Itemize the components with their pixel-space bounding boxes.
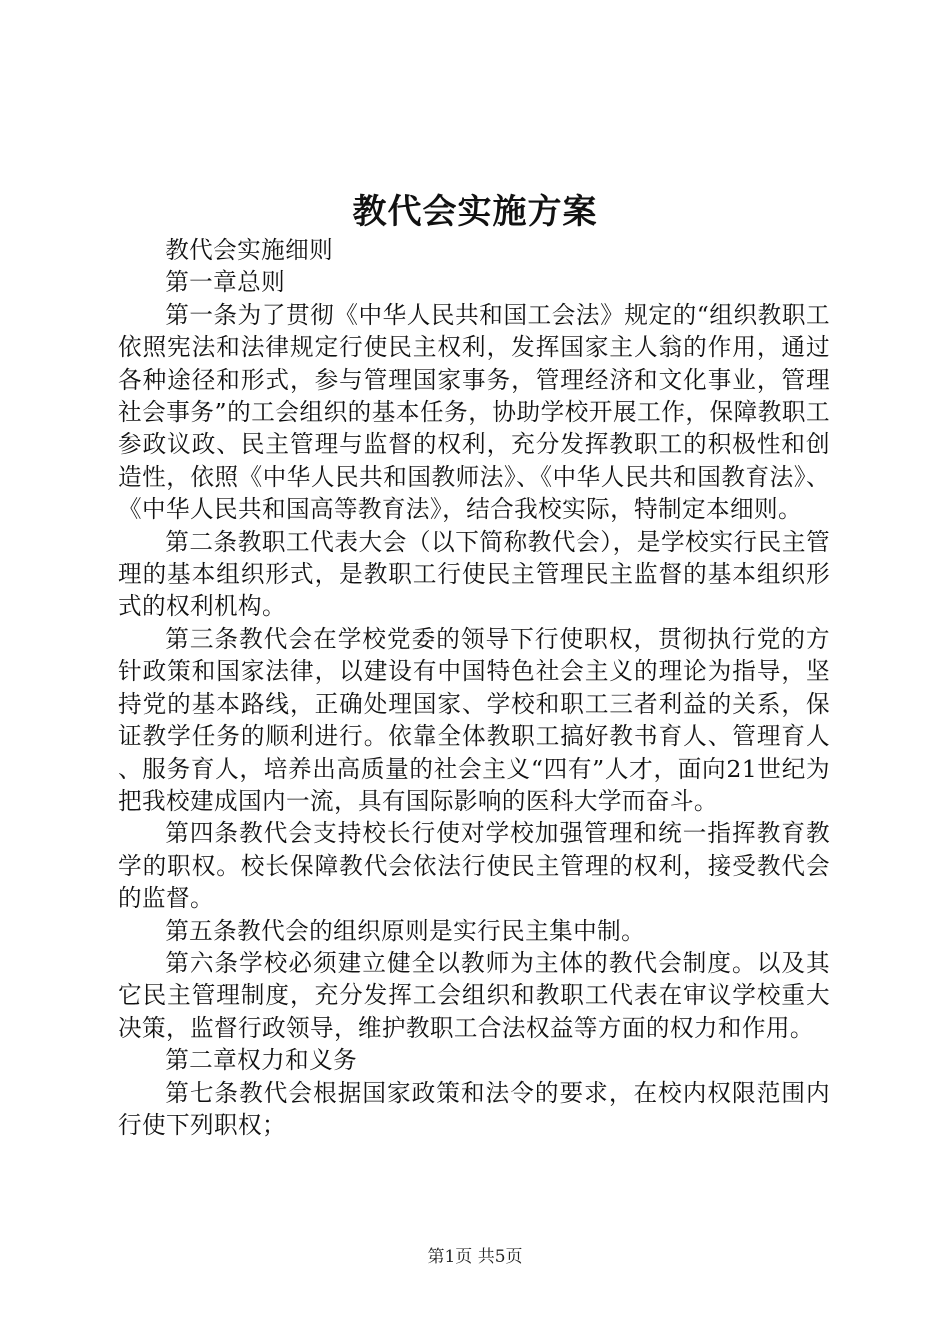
document-title: 教代会实施方案	[352, 192, 598, 232]
article-paragraph: 第五条教代会的组织原则是实行民主集中制。	[165, 916, 646, 945]
subtitle-paragraph: 教代会实施细则	[165, 236, 334, 264]
chapter-heading: 第二章权力和义务	[165, 1046, 358, 1075]
article-paragraph: 第二条教职工代表大会（以下简称教代会），是学校实行民主管理的基本组织形式，是教职工行使民主管理民主监督的基本组织形式的权利机构。	[118, 527, 830, 621]
document-body	[118, 234, 830, 1141]
article-paragraph: 第一条为了贯彻《中华人民共和国工会法》规定的“组织教职工依照宪法和法律规定行使民主权利，发挥国家主人翁的作用，通过各种途径和形式，参与管理国家事务，管理经济和文化事业，管理社会事务”的工会组织的基本任务，协助学校开展工作，保障教职工参政议政、民主管理与监督的权利，充分发挥教职工的积极性和创造性，依照《中华人民共和国教师法》、《中华人民共和国教育法》、《中华人民共和国高等教育法》，结合我校实际，特制定本细则。	[118, 300, 830, 524]
article-paragraph: 第七条教代会根据国家政策和法令的要求，在校内权限范围内行使下列职权；	[118, 1078, 830, 1139]
article-paragraph: 第三条教代会在学校党委的领导下行使职权，贯彻执行党的方针政策和国家法律，以建设有中国特色社会主义的理论为指导，坚持党的基本路线，正确处理国家、学校和职工三者利益的关系，保证教学任务的顺利进行。依靠全体教职工搞好教书育人、管理育人、服务育人，培养出高质量的社会主义“四有”人才，面向21世纪为把我校建成国内一流，具有国际影响的医科大学而奋斗。	[118, 624, 830, 815]
chapter-heading: 第一章总则	[165, 268, 286, 297]
article-paragraph: 第六条学校必须建立健全以教师为主体的教代会制度。以及其它民主管理制度，充分发挥工会组织和教职工代表在审议学校重大决策，监督行政领导，维护教职工合法权益等方面的权力和作用。	[118, 948, 830, 1042]
article-paragraph: 第四条教代会支持校长行使对学校加强管理和统一指挥教育教学的职权。校长保障教代会依法行使民主管理的权利，接受教代会的监督。	[118, 819, 830, 913]
page-number: 第1页 共5页	[427, 1247, 523, 1267]
